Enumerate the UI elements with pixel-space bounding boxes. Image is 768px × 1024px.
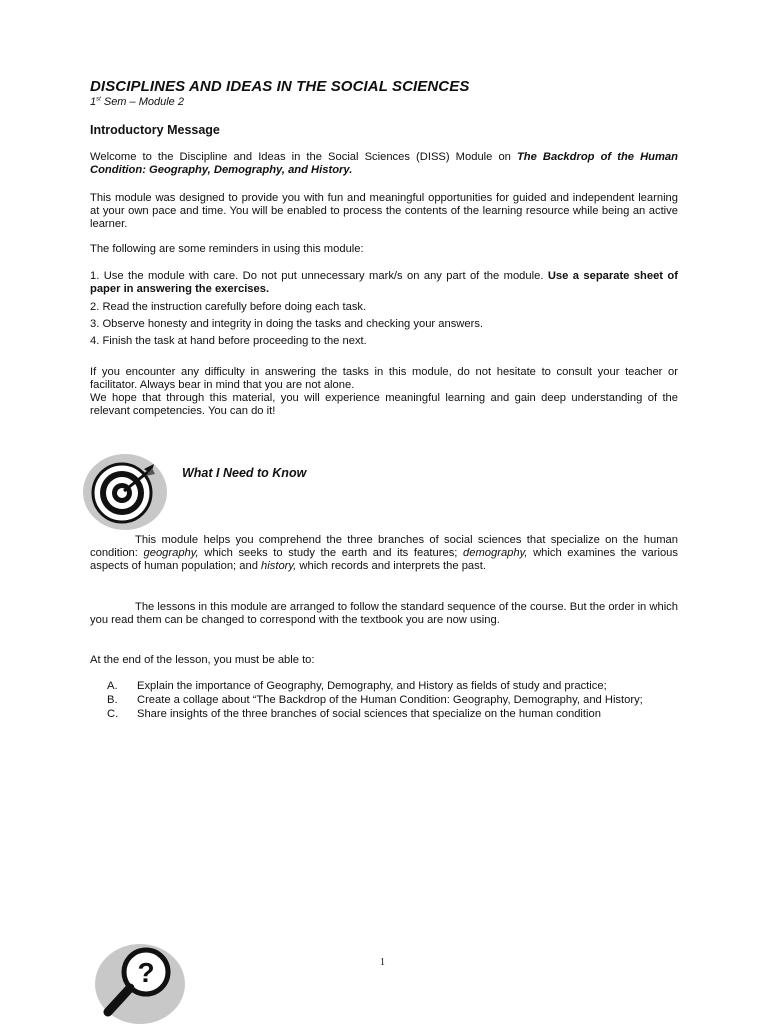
objective-c: C. Share insights of the three branches of social sciences that specialize on the human condition — [107, 707, 601, 720]
target-icon — [82, 452, 168, 532]
svg-text:?: ? — [137, 957, 155, 988]
objective-a: A. Explain the importance of Geography, Demography, and History as fields of study and practice; — [107, 680, 607, 692]
module-subtitle: 1st Sem – Module 2 — [90, 96, 184, 108]
reminders-intro: The following are some reminders in using this module: — [90, 243, 364, 255]
need-to-know-heading: What I Need to Know — [182, 466, 307, 480]
module-helps-paragraph: This module helps you comprehend the three branches of social sciences that specialize on the human condition: geography, which seeks to study the earth and its features; demography, which examines the various aspects of human population; and history, which records and interprets the past. — [90, 534, 679, 572]
difficulty-paragraph: If you encounter any difficulty in answering the tasks in this module, do not hesitate to consult your teacher or facilitator. Always bear in mind that you are not alone. — [90, 366, 678, 391]
reminder-4: 4. Finish the task at hand before proceeding to the next. — [90, 335, 367, 347]
module-design-paragraph: This module was designed to provide you with fun and meaningful opportunities for guided and independent learning at your own pace and time. You will be enabled to process the contents of the learning resource while being an active learner. — [90, 192, 678, 230]
reminder-2: 2. Read the instruction carefully before doing each task. — [90, 301, 367, 313]
question-magnifier-icon — [94, 940, 186, 1024]
objectives-list — [90, 680, 678, 721]
document-title: DISCIPLINES AND IDEAS IN THE SOCIAL SCIENCES — [90, 78, 470, 95]
objectives-intro: At the end of the lesson, you must be able to: — [90, 654, 315, 666]
reminder-1: 1. Use the module with care. Do not put unnecessary mark/s on any part of the module. Use a separate sheet of paper in answering the exercises. — [90, 270, 678, 295]
welcome-paragraph: Welcome to the Discipline and Ideas in the Social Sciences (DISS) Module on The Backdrop of the Human Condition: Geography, Demography, and History. — [90, 151, 678, 176]
reminder-3: 3. Observe honesty and integrity in doing the tasks and checking your answers. — [90, 318, 484, 330]
hope-paragraph: We hope that through this material, you will experience meaningful learning and gain deep understanding of the relevant competencies. You can do it! — [90, 392, 678, 417]
page-number: 1 — [380, 957, 385, 968]
lessons-order-paragraph: The lessons in this module are arranged to follow the standard sequence of the course. But the order in which you read them can be changed to correspond with the textbook you are now using. — [90, 601, 678, 626]
intro-heading: Introductory Message — [90, 123, 220, 137]
objective-b: B. Create a collage about “The Backdrop of the Human Condition: Geography, Demography, and History; — [107, 693, 643, 706]
